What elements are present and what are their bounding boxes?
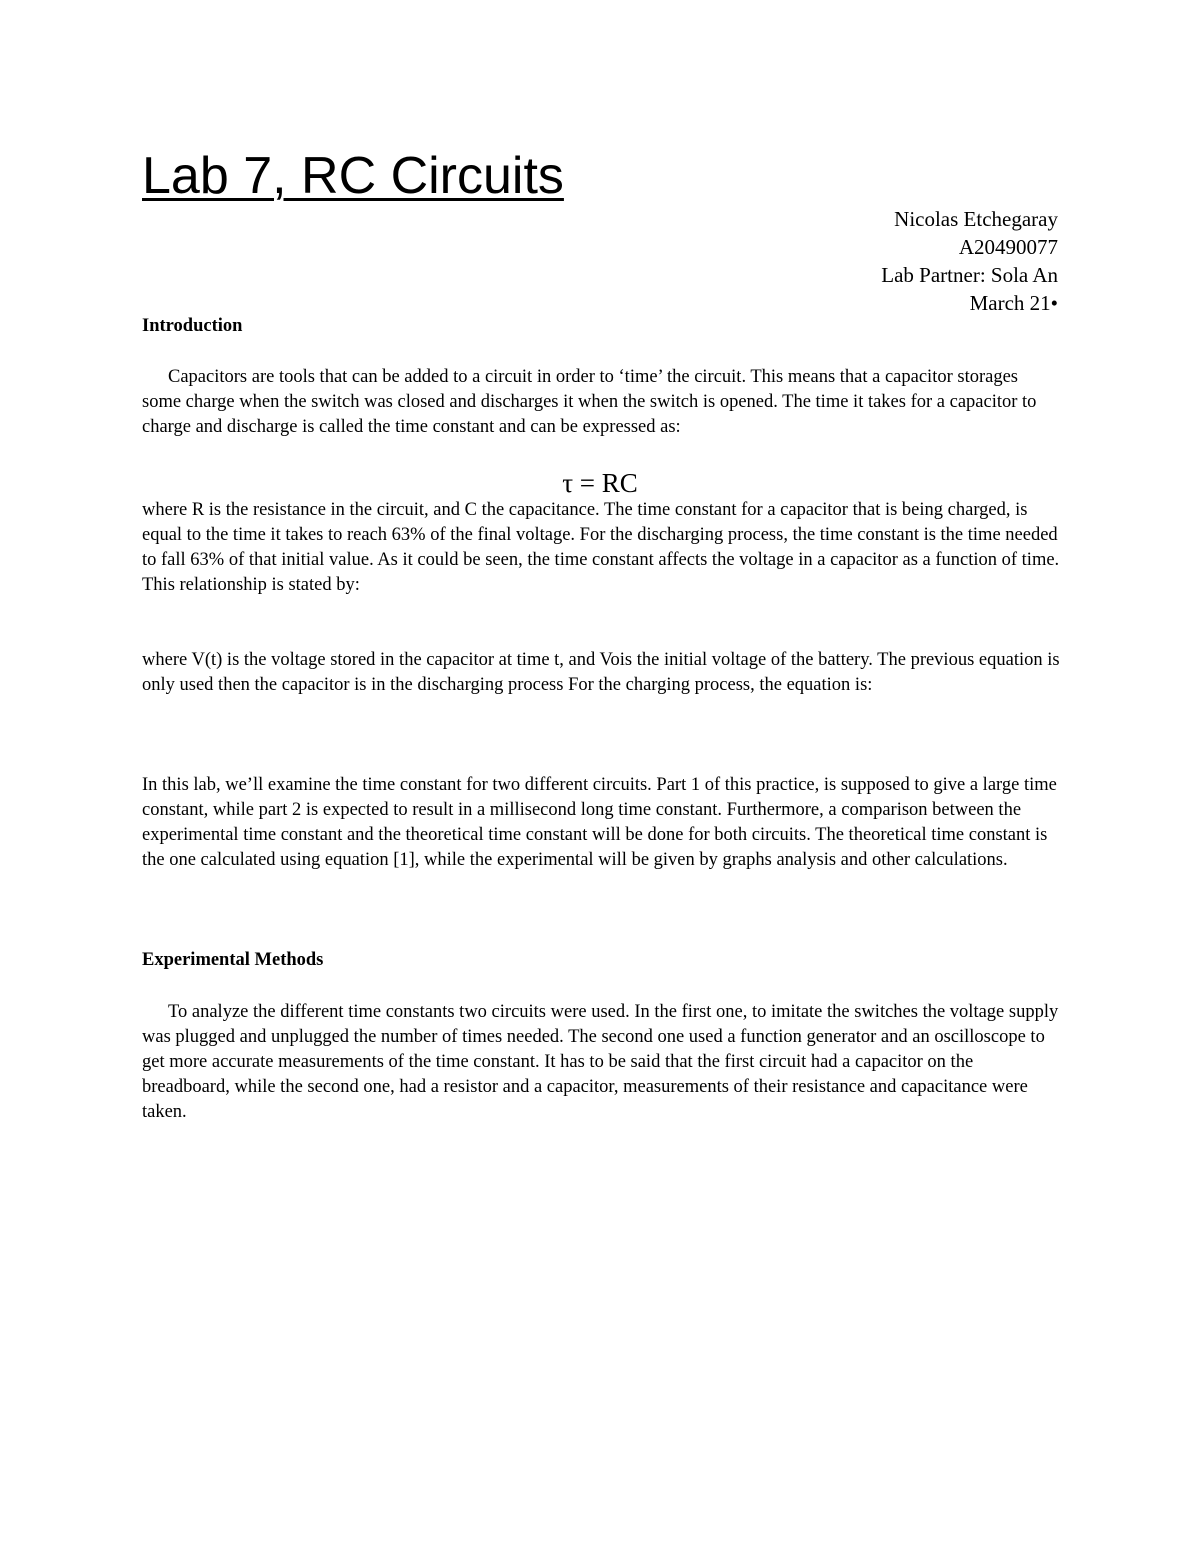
report-date: March 21• (969, 291, 1058, 315)
methods-heading: Experimental Methods (142, 950, 324, 970)
introduction-heading: Introduction (142, 316, 243, 336)
author-name: Nicolas Etchegaray (894, 207, 1058, 231)
introduction-paragraph-3: where V(t) is the voltage stored in the capacitor at time t, and Vois the initial voltage of the battery. The previous equation is only used then the capacitor is in the discharging process For the charging process, the equation is: (142, 650, 1060, 695)
author-block (638, 205, 1058, 317)
introduction-paragraph-4: In this lab, we’ll examine the time constant for two different circuits. Part 1 of this practice, is supposed to give a large time constant, while part 2 is expected to result in a millisecond long time constant. Furthermore, a comparison between the experimental time constant and the theoretical time constant will be done for both circuits. The theoretical time constant is the one calculated using equation [1], while the experimental will be given by graphs analysis and other calculations. (142, 775, 1057, 870)
student-id: A20490077 (958, 235, 1058, 259)
methods-paragraph-1: To analyze the different time constants two circuits were used. In the first one, to imitate the switches the voltage supply was plugged and unplugged the number of times needed. The second one used a function generator and an oscilloscope to get more accurate measurements of the time constant. It has to be said that the first circuit had a capacitor on the breadboard, while the second one, had a resistor and a capacitor, measurements of their resistance and capacitance were taken. (142, 1002, 1059, 1122)
introduction-paragraph-1: Capacitors are tools that can be added to a circuit in order to ‘time’ the circuit. This means that a capacitor storages some charge when the switch was closed and discharges it when the switch is opened. The time it takes for a capacitor to charge and discharge is called the time constant and can be expressed as: (142, 367, 1037, 437)
time-constant-equation: τ = RC (562, 468, 638, 498)
lab-partner: Lab Partner: Sola An (881, 263, 1058, 287)
introduction-paragraph-2: where R is the resistance in the circuit, and C the capacitance. The time constant for a capacitor that is being charged, is equal to the time it takes to reach 63% of the final voltage. For the discharging process, the time constant is the time needed to fall 63% of that initial value. As it could be seen, the time constant affects the voltage in a capacitor as a function of time. This relationship is stated by: (142, 500, 1060, 595)
document-title: Lab 7, RC Circuits (142, 147, 564, 205)
